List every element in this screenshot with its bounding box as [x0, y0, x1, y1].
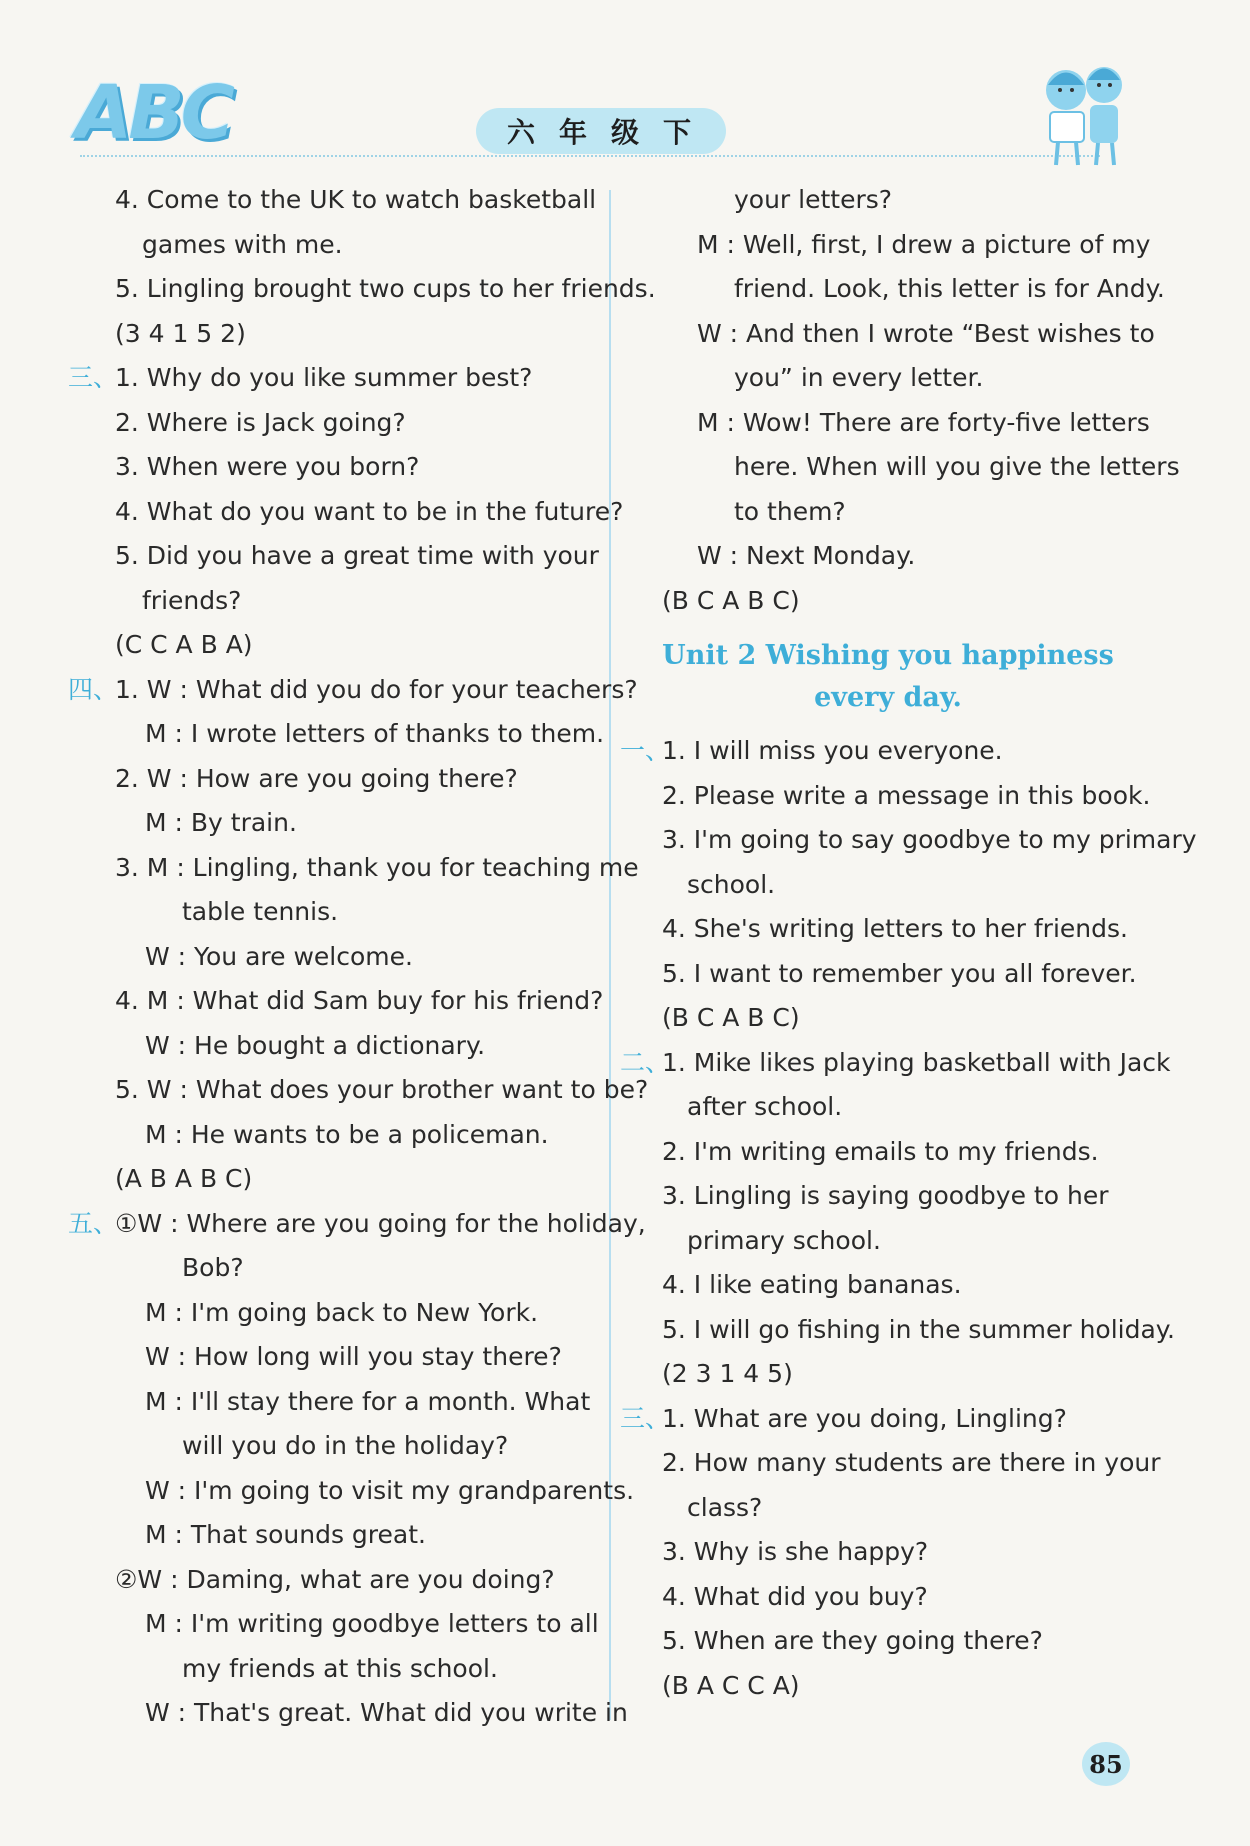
- line-text: M : Wow! There are forty-five letters: [697, 407, 1150, 437]
- line-text: (A B A B C): [115, 1164, 253, 1193]
- text-line: [632, 490, 1144, 535]
- line-text: class?: [687, 1492, 763, 1522]
- line-text: M : Well, first, I drew a picture of my: [697, 229, 1151, 259]
- line-text: M : I'm writing goodbye letters to all: [145, 1609, 599, 1638]
- text-line: [80, 935, 595, 980]
- text-line: [632, 1085, 1144, 1130]
- line-text: W : He bought a dictionary.: [145, 1030, 486, 1060]
- line-text: W : How long will you stay there?: [145, 1342, 562, 1371]
- kids-illustration-icon: [1030, 55, 1140, 170]
- line-text: 3. I'm going to say goodbye to my primary: [662, 825, 1197, 854]
- header-divider: [80, 155, 1100, 157]
- text-line: [68, 356, 595, 401]
- right-column: [620, 178, 1197, 1708]
- text-line: [632, 1486, 1144, 1531]
- line-text: friend. Look, this letter is for Andy.: [734, 274, 1165, 303]
- line-text: ①W : Where are you going for the holiday,: [115, 1208, 646, 1238]
- text-line: [632, 267, 1165, 312]
- line-text: (B A C C A): [662, 1670, 800, 1700]
- line-text: 4. She's writing letters to her friends.: [662, 914, 1128, 943]
- text-line: [632, 579, 1144, 624]
- text-line: [80, 267, 656, 312]
- text-line: [80, 1113, 595, 1158]
- line-text: here. When will you give the letters: [734, 452, 1180, 481]
- text-line: [80, 1380, 595, 1425]
- line-text: table tennis.: [182, 897, 339, 926]
- text-line: [80, 712, 605, 757]
- text-line: [80, 1068, 649, 1113]
- line-text: 2. I'm writing emails to my friends.: [662, 1136, 1099, 1166]
- section-number: 三、: [620, 1403, 671, 1433]
- line-text: (2 3 1 4 5): [662, 1359, 793, 1388]
- text-line: [632, 1530, 1144, 1575]
- section-number: 五、: [68, 1208, 119, 1238]
- text-line: [620, 1397, 1144, 1442]
- unit-title-line-2: every day.: [814, 682, 962, 713]
- line-text: M : I wrote letters of thanks to them.: [145, 719, 605, 748]
- line-text: M : That sounds great.: [145, 1520, 426, 1549]
- line-text: 4. What did you buy?: [662, 1581, 928, 1611]
- line-text: 3. When were you born?: [115, 452, 420, 481]
- text-line: [620, 729, 1144, 774]
- text-line: [80, 1246, 595, 1291]
- line-text: 3. Why is she happy?: [662, 1537, 929, 1566]
- line-text: 5. Lingling brought two cups to her friends.: [115, 274, 656, 303]
- line-text: 4. M : What did Sam buy for his friend?: [115, 986, 604, 1015]
- text-line: [632, 863, 1144, 908]
- text-line: [80, 1558, 595, 1603]
- line-text: will you do in the holiday?: [182, 1431, 509, 1460]
- text-line: [80, 490, 624, 535]
- line-text: W : I'm going to visit my grandparents.: [145, 1475, 635, 1505]
- text-line: [632, 1441, 1161, 1486]
- text-line: [80, 757, 595, 802]
- line-text: 4. Come to the UK to watch basketball: [115, 185, 597, 214]
- line-text: friends?: [142, 585, 242, 615]
- text-line: [632, 401, 1150, 446]
- text-line: [80, 846, 639, 891]
- line-text: 5. I will go fishing in the summer holiday.: [662, 1314, 1175, 1344]
- section-number: 三、: [68, 363, 119, 392]
- line-text: 1. Mike likes playing basketball with Jack: [662, 1047, 1171, 1077]
- line-text: 5. I want to remember you all forever.: [662, 958, 1137, 988]
- grade-banner: [476, 108, 726, 154]
- line-text: primary school.: [687, 1225, 881, 1255]
- text-line: [80, 1513, 595, 1558]
- line-text: 5. When are they going there?: [662, 1626, 1043, 1655]
- text-line: [80, 1335, 595, 1380]
- text-line: [68, 668, 638, 713]
- text-line: [632, 1352, 1144, 1397]
- line-text: M : By train.: [145, 808, 297, 837]
- line-text: M : I'm going back to New York.: [145, 1297, 539, 1327]
- logo-text: ABC: [75, 70, 231, 156]
- text-line: [80, 623, 595, 668]
- grade-label: 六年级下: [506, 116, 715, 149]
- text-line: [632, 223, 1151, 268]
- text-line: [80, 890, 595, 935]
- text-line: [632, 1308, 1175, 1353]
- text-line: [80, 445, 595, 490]
- line-text: 3. M : Lingling, thank you for teaching me: [115, 852, 639, 882]
- line-text: 4. What do you want to be in the future?: [115, 496, 624, 526]
- right-bottom-block: [620, 729, 1197, 1708]
- page-header: [0, 0, 1250, 180]
- text-line: [80, 178, 595, 223]
- line-text: my friends at this school.: [182, 1653, 498, 1683]
- line-text: after school.: [687, 1092, 843, 1121]
- unit-title: [632, 635, 1144, 719]
- text-line: [80, 801, 595, 846]
- text-line: [80, 579, 595, 624]
- line-text: 5. W : What does your brother want to be?: [115, 1075, 649, 1104]
- line-text: M : I'll stay there for a month. What: [145, 1386, 591, 1416]
- abc-logo: [75, 70, 250, 155]
- line-text: school.: [687, 869, 776, 899]
- line-text: (3 4 1 5 2): [115, 318, 246, 348]
- line-text: 2. Where is Jack going?: [115, 407, 406, 437]
- text-line: [632, 952, 1144, 997]
- text-line: [632, 356, 1144, 401]
- line-text: (B C A B C): [662, 585, 800, 615]
- text-line: [632, 1219, 1144, 1264]
- line-text: 3. Lingling is saying goodbye to her: [662, 1181, 1109, 1210]
- section-number: 四、: [68, 674, 119, 704]
- line-text: W : And then I wrote “Best wishes to: [697, 318, 1155, 348]
- text-line: [632, 818, 1197, 863]
- right-top-block: [632, 178, 1180, 623]
- text-line: [632, 1263, 1144, 1308]
- line-text: ②W : Daming, what are you doing?: [115, 1564, 555, 1594]
- line-text: 1. Why do you like summer best?: [115, 363, 533, 392]
- line-text: 2. How many students are there in your: [662, 1448, 1161, 1477]
- text-line: [632, 1619, 1144, 1664]
- line-text: 1. I will miss you everyone.: [662, 736, 1003, 765]
- text-line: [632, 1174, 1144, 1219]
- line-text: Bob?: [182, 1253, 244, 1282]
- text-line: [80, 401, 595, 446]
- line-text: 5. Did you have a great time with your: [115, 541, 599, 570]
- text-line: [632, 178, 1144, 223]
- text-line: [80, 1157, 595, 1202]
- line-text: W : That's great. What did you write in: [145, 1698, 628, 1727]
- text-line: [80, 1602, 599, 1647]
- text-line: [80, 1469, 635, 1514]
- line-text: (B C A B C): [662, 1003, 800, 1032]
- text-line: [80, 223, 595, 268]
- text-line: [632, 774, 1151, 819]
- line-text: 1. W : What did you do for your teachers?: [115, 674, 638, 704]
- text-line: [632, 534, 1144, 579]
- text-line: [632, 907, 1144, 952]
- text-line: [620, 1041, 1171, 1086]
- text-line: [632, 1575, 1144, 1620]
- line-text: 4. I like eating bananas.: [662, 1270, 962, 1299]
- line-text: you” in every letter.: [734, 363, 984, 392]
- line-text: games with me.: [142, 229, 343, 259]
- line-text: your letters?: [734, 185, 893, 214]
- text-line: [68, 1202, 646, 1247]
- text-line: [632, 1664, 1144, 1709]
- text-line: [632, 996, 1144, 1041]
- page-number: 85: [1082, 1742, 1130, 1786]
- line-text: 1. What are you doing, Lingling?: [662, 1403, 1067, 1433]
- section-number: 二、: [620, 1047, 671, 1077]
- text-line: [80, 1291, 595, 1336]
- section-number: 一、: [620, 736, 671, 765]
- text-line: [80, 1691, 628, 1736]
- text-line: [80, 1647, 595, 1692]
- text-line: [632, 445, 1180, 490]
- text-line: [632, 312, 1155, 357]
- text-line: [80, 312, 595, 357]
- line-text: 2. Please write a message in this book.: [662, 780, 1151, 810]
- line-text: to them?: [734, 496, 846, 526]
- text-line: [80, 534, 599, 579]
- text-line: [632, 1130, 1144, 1175]
- unit-title-line-1: Unit 2 Wishing you happiness: [662, 640, 1114, 671]
- line-text: W : Next Monday.: [697, 541, 916, 570]
- text-line: [80, 1024, 595, 1069]
- line-text: 2. W : How are you going there?: [115, 763, 518, 793]
- text-line: [80, 1424, 595, 1469]
- line-text: W : You are welcome.: [145, 941, 413, 971]
- text-line: [80, 979, 604, 1024]
- line-text: M : He wants to be a policeman.: [145, 1119, 549, 1149]
- left-column: [68, 178, 656, 1736]
- line-text: (C C A B A): [115, 630, 253, 659]
